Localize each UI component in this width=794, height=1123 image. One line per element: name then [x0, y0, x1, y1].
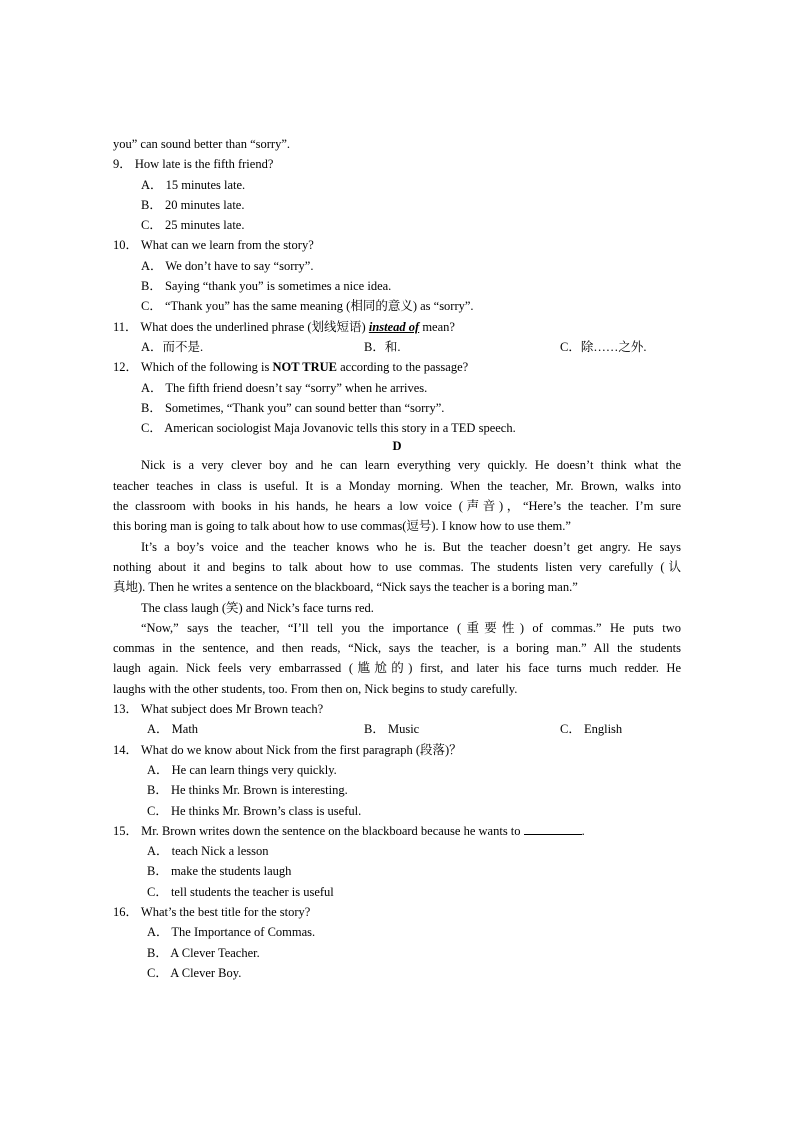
q9-stem: 9． How late is the fifth friend? [113, 157, 274, 172]
passage-p3-line-1: The class laugh (笑) and Nick’s face turns red. [141, 600, 374, 615]
q11-underlined-phrase: instead of [368, 319, 420, 334]
q14-option-c: C． He thinks Mr. Brown’s class is useful. [147, 803, 362, 818]
q10-option-c: C． “Thank you” has the same meaning (相同的意义) as “sorry”. [141, 299, 474, 314]
q11-stem [113, 317, 681, 337]
q13-stem: 13． What subject does Mr Brown teach? [113, 702, 324, 717]
q13-option-a: A． Math [147, 722, 199, 737]
q11-stem-end: mean? [419, 319, 455, 334]
q13-option-c: C． English [560, 722, 623, 737]
q12-stem-end: according to the passage? [336, 360, 469, 375]
q12-option-c: C． American sociologist Maja Jovanovic tells this story in a TED speech. [141, 421, 516, 436]
q12-stem [113, 357, 681, 377]
q13-option-b: B． Music [364, 722, 420, 737]
q14-stem: 14． What do we know about Nick from the first paragraph (段落)？ [113, 742, 462, 757]
q11-stem-text: 11． What does the underlined phrase (划线短语) [113, 319, 369, 334]
q9-option-b: B． 20 minutes late. [141, 197, 245, 212]
q15-stem [113, 821, 681, 841]
passage-p4-line-3: laugh again. Nick feels very embarrassed (尴尬的) first, and later his face turns much redder. He [113, 661, 681, 676]
q14-option-a: A． He can learn things very quickly. [147, 762, 337, 777]
passage-p4-line-2: commas in the sentence, and then reads, “Nick, says the teacher, is a boring man.” All the students [113, 641, 681, 656]
q9-option-a: A． 15 minutes late. [141, 177, 246, 192]
q15-stem-end: . [581, 823, 585, 838]
q10-option-b: B． Saying “thank you” is sometimes a nice idea. [141, 279, 392, 294]
q15-option-b: B． make the students laugh [147, 864, 292, 879]
q9-option-c: C． 25 minutes late. [141, 218, 245, 233]
q12-option-b: B． Sometimes, “Thank you” can sound better than “sorry”. [141, 400, 445, 415]
passage-p4-line-4: laughs with the other students, too. From then on, Nick begins to study carefully. [113, 681, 518, 696]
q16-option-c: C． A Clever Boy. [147, 965, 242, 980]
q15-option-c: C． tell students the teacher is useful [147, 884, 334, 899]
exam-page [113, 134, 681, 983]
answer-blank [524, 822, 582, 835]
section-label: D [392, 439, 402, 454]
passage-p1-line-2: teacher teaches in class is useful. It is a Monday morning. When the teacher, Mr. Brown, walks into [113, 478, 681, 493]
q13-options [113, 719, 681, 739]
q16-option-a: A． The Importance of Commas. [147, 925, 316, 940]
q15-stem-text: 15． Mr. Brown writes down the sentence on the blackboard because he wants to [113, 823, 524, 838]
q16-option-b: B． A Clever Teacher. [147, 945, 260, 960]
q14-option-b: B． He thinks Mr. Brown is interesting. [147, 783, 348, 798]
q10-stem: 10． What can we learn from the story? [113, 238, 314, 253]
q10-option-a: A． We don’t have to say “sorry”. [141, 258, 314, 273]
q12-option-a: A． The fifth friend doesn’t say “sorry” when he arrives. [141, 380, 428, 395]
passage-p1-line-4: this boring man is going to talk about how to use commas(逗号). I know how to use them.” [113, 519, 571, 534]
passage-p2-line-2: nothing about it and begins to talk about how to use commas. The students listen very carefully (认 [113, 559, 681, 574]
passage-p4-line-1: “Now,” says the teacher, “I’ll tell you the importance (重要性) of commas.” He puts two [141, 620, 681, 635]
q16-stem: 16． What’s the best title for the story? [113, 904, 311, 919]
q11-option-c: C．除……之外. [560, 339, 647, 354]
q11-option-a: A．而不是. [141, 339, 204, 354]
passage-p2-line-3: 真地). Then he writes a sentence on the blackboard, “Nick says the teacher is a boring man.” [113, 580, 578, 595]
q15-option-a: A． teach Nick a lesson [147, 844, 269, 859]
passage [113, 455, 681, 699]
q12-bold-phrase: NOT TRUE [272, 360, 337, 375]
q12-stem-text: 12． Which of the following is [113, 360, 273, 375]
passage-p1-line-1: Nick is a very clever boy and he can learn everything very quickly. He doesn’t think what the [141, 458, 681, 473]
passage-p2-line-1: It’s a boy’s voice and the teacher knows who he is. But the teacher doesn’t get angry. He says [141, 539, 681, 554]
intro-tail: you” can sound better than “sorry”. [113, 137, 291, 151]
q11-option-b: B．和. [364, 339, 401, 354]
passage-p1-line-3: the classroom with books in his hands, he hears a low voice (声音)，“Here’s the teacher. I’m sure [113, 499, 681, 514]
q11-options [113, 337, 681, 357]
